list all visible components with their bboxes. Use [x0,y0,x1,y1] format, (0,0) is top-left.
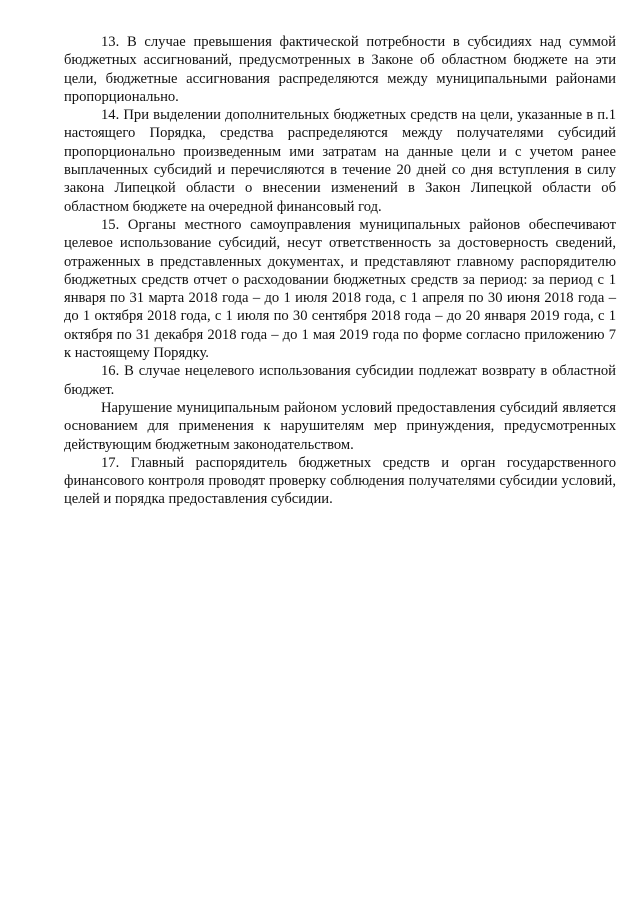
paragraph-16: 16. В случае нецелевого использования субсидии подлежат возврату в областной бюджет. [64,363,616,398]
paragraph-15: 15. Органы местного самоуправления муниципальных районов обеспечивают целевое использование субсидий, несут ответственность за достоверность сведений, отраженных в представленных документах, и представляют главному распорядителю бюджетных средств отчет о расходовании бюджетных средств за период: за период с 1 января по 31 марта 2018 года – до 1 июля 2018 года, с 1 апреля по 30 июня 2018 года – до 1 октября 2018 года, с 1 июля по 30 сентября 2018 года – до 20 января 2019 года, с 1 октября по 31 декабря 2018 года – до 1 мая 2019 года по форме согласно приложению 7 к настоящему Порядку. [64,216,616,362]
paragraph-violation: Нарушение муниципальным районом условий предоставления субсидий является основанием для применения к нарушителям мер принуждения, предусмотренных действующим бюджетным законодательством. [64,399,616,453]
document-page [64,33,616,509]
paragraph-17: 17. Главный распорядитель бюджетных средств и орган государственного финансового контроля проводят проверку соблюдения получателями субсидии условий, целей и порядка предоставления субсидии. [64,454,616,508]
paragraph-14: 14. При выделении дополнительных бюджетных средств на цели, указанные в п.1 настоящего Порядка, средства распределяются между получателями субсидий пропорционально произведенным ими затратам на данные цели и с учетом ранее выплаченных субсидий и перечисляются в течение 20 дней со дня вступления в силу закона Липецкой области о внесении изменений в Закон Липецкой области об областном бюджете на очередной финансовый год. [64,107,616,215]
paragraph-13: 13. В случае превышения фактической потребности в субсидиях над суммой бюджетных ассигнований, предусмотренных в Законе об областном бюджете на эти цели, бюджетные ассигнования распределяются между муниципальными районами пропорционально. [64,34,616,105]
